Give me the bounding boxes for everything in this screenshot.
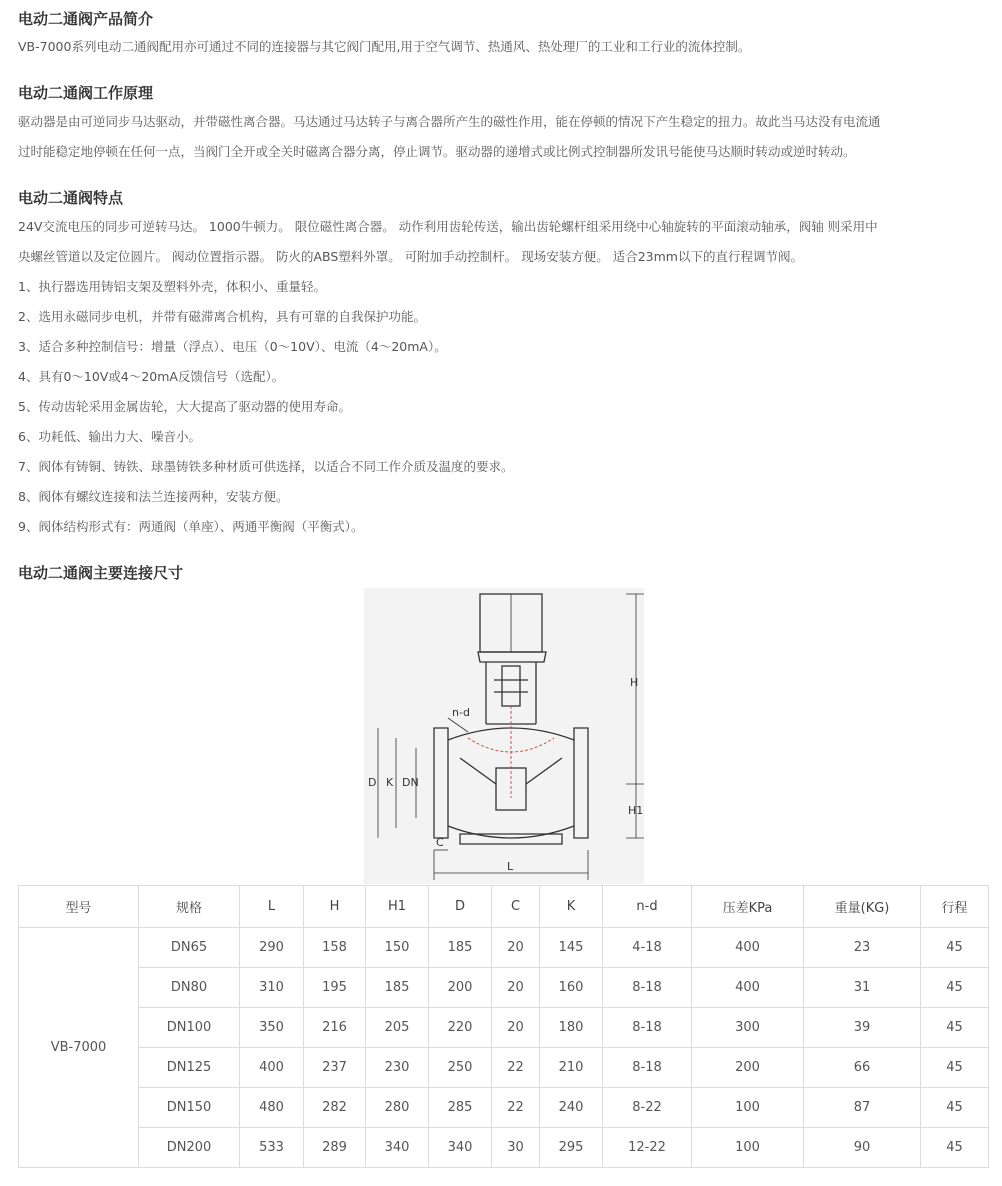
principle-title: 电动二通阀工作原理 <box>18 84 154 102</box>
table-cell: 285 <box>429 1088 492 1128</box>
table-cell: 45 <box>921 1088 989 1128</box>
valve-dimension-diagram <box>364 588 644 884</box>
table-row <box>19 1128 989 1168</box>
principle-line: 驱动器是由可逆同步马达驱动，并带磁性离合器。马达通过马达转子与离合器所产生的磁性作用，能在停顿的情况下产生稳定的扭力。故此当马达没有电流通 <box>18 114 881 129</box>
dimensions-title: 电动二通阀主要连接尺寸 <box>18 564 184 582</box>
table-cell: 8-22 <box>603 1088 692 1128</box>
table-cell: 533 <box>240 1128 304 1168</box>
table-cell: 280 <box>366 1088 429 1128</box>
table-cell: 180 <box>540 1008 603 1048</box>
table-cell: 150 <box>366 928 429 968</box>
table-cell: 12-22 <box>603 1128 692 1168</box>
table-cell: 220 <box>429 1008 492 1048</box>
features-item: 5、传动齿轮采用金属齿轮，大大提高了驱动器的使用寿命。 <box>18 399 351 414</box>
table-header-cell: L <box>240 886 304 928</box>
table-cell: 45 <box>921 928 989 968</box>
nd-leader <box>448 718 468 732</box>
table-cell: 45 <box>921 1128 989 1168</box>
table-cell: 20 <box>492 968 540 1008</box>
table-cell: DN150 <box>139 1088 240 1128</box>
table-cell: 290 <box>240 928 304 968</box>
features-item: 7、阀体有铸铜、铸铁、球墨铸铁多种材质可供选择，以适合不同工作介质及温度的要求。 <box>18 459 514 474</box>
table-cell: 90 <box>804 1128 921 1168</box>
label-nd: n-d <box>452 706 470 719</box>
table-cell: 87 <box>804 1088 921 1128</box>
table-cell: 400 <box>692 968 804 1008</box>
table-cell: DN200 <box>139 1128 240 1168</box>
table-header-cell: H1 <box>366 886 429 928</box>
table-header-cell: 规格 <box>139 886 240 928</box>
label-k: K <box>386 776 394 789</box>
table-cell: 300 <box>692 1008 804 1048</box>
label-l: L <box>507 860 514 873</box>
dimension-table <box>18 885 989 1168</box>
table-header-cell: K <box>540 886 603 928</box>
intro-title: 电动二通阀产品简介 <box>18 10 154 28</box>
table-cell: 200 <box>692 1048 804 1088</box>
model-cell: VB-7000 <box>19 928 139 1168</box>
flow-path <box>468 738 554 752</box>
table-cell: 240 <box>540 1088 603 1128</box>
table-header-cell: 行程 <box>921 886 989 928</box>
table-cell: 237 <box>304 1048 366 1088</box>
valve-drawing <box>364 588 644 884</box>
actuator-base <box>478 652 546 662</box>
table-cell: 4-18 <box>603 928 692 968</box>
features-item: 2、选用永磁同步电机，并带有磁滞离合机构，具有可靠的自我保护功能。 <box>18 309 426 324</box>
features-item: 3、适合多种控制信号：增量（浮点）、电压（0～10V）、电流（4～20mA）。 <box>18 339 447 354</box>
table-row <box>19 928 989 968</box>
table-header-cell: 型号 <box>19 886 139 928</box>
table-cell: 160 <box>540 968 603 1008</box>
table-cell: 22 <box>492 1048 540 1088</box>
table-cell: 200 <box>429 968 492 1008</box>
intro-line: VB-7000系列电动二通阀配用亦可通过不同的连接器与其它阀门配用,用于空气调节、热通风、热处理厂的工业和工行业的流体控制。 <box>18 39 751 54</box>
table-header-cell: H <box>304 886 366 928</box>
table-row <box>19 1088 989 1128</box>
table-cell: 39 <box>804 1008 921 1048</box>
table-cell: 100 <box>692 1088 804 1128</box>
table-cell: 22 <box>492 1088 540 1128</box>
label-h: H <box>630 676 639 689</box>
table-cell: DN125 <box>139 1048 240 1088</box>
principle-line: 过时能稳定地停顿在任何一点，当阀门全开或全关时磁离合器分离，停止调节。驱动器的递增式或比例式控制器所发讯号能使马达顺时转动或逆时转动。 <box>18 144 856 159</box>
table-cell: DN100 <box>139 1008 240 1048</box>
table-cell: 30 <box>492 1128 540 1168</box>
label-h1: H1 <box>628 804 644 817</box>
label-c: C <box>436 836 444 849</box>
table-cell: 45 <box>921 1048 989 1088</box>
right-flange <box>574 728 588 838</box>
table-cell: 8-18 <box>603 1048 692 1088</box>
table-cell: 230 <box>366 1048 429 1088</box>
table-cell: 145 <box>540 928 603 968</box>
stem-coupling <box>502 666 520 706</box>
table-cell: 23 <box>804 928 921 968</box>
table-cell: 295 <box>540 1128 603 1168</box>
table-cell: 8-18 <box>603 1008 692 1048</box>
table-cell: 216 <box>304 1008 366 1048</box>
table-cell: DN80 <box>139 968 240 1008</box>
table-header-row <box>19 886 989 928</box>
table-cell: 340 <box>366 1128 429 1168</box>
table-cell: 480 <box>240 1088 304 1128</box>
table-cell: 45 <box>921 968 989 1008</box>
table-cell: 185 <box>429 928 492 968</box>
table-cell: 45 <box>921 1008 989 1048</box>
features-title: 电动二通阀特点 <box>18 189 124 207</box>
intro-text <box>18 32 988 62</box>
features-item: 1、执行器选用铸铝支架及塑料外壳，体积小、重量轻。 <box>18 279 326 294</box>
features-item: 8、阀体有螺纹连接和法兰连接两种，安装方便。 <box>18 489 289 504</box>
features-list <box>18 212 988 542</box>
table-cell: 250 <box>429 1048 492 1088</box>
table-cell: 350 <box>240 1008 304 1048</box>
features-line: 24V交流电压的同步可逆转马达。 1000牛顿力。 限位磁性离合器。 动作利用齿轮传送，输出齿轮螺杆组采用绕中心轴旋转的平面滚动轴承，阀轴 则采用中 <box>18 219 878 234</box>
table-header-cell: C <box>492 886 540 928</box>
table-header-cell: 压差KPa <box>692 886 804 928</box>
table-cell: 158 <box>304 928 366 968</box>
table-cell: 282 <box>304 1088 366 1128</box>
table-row <box>19 1008 989 1048</box>
table-cell: 31 <box>804 968 921 1008</box>
table-header-cell: D <box>429 886 492 928</box>
left-flange <box>434 728 448 838</box>
features-item: 9、阀体结构形式有：两通阀（单座）、两通平衡阀（平衡式）。 <box>18 519 364 534</box>
table-header-cell: n-d <box>603 886 692 928</box>
table-cell: 340 <box>429 1128 492 1168</box>
table-cell: 195 <box>304 968 366 1008</box>
table-cell: 20 <box>492 1008 540 1048</box>
table-cell: 66 <box>804 1048 921 1088</box>
table-cell: 289 <box>304 1128 366 1168</box>
features-item: 6、功耗低、输出力大、噪音小。 <box>18 429 201 444</box>
table-cell: 20 <box>492 928 540 968</box>
table-row <box>19 968 989 1008</box>
table-header-cell: 重量(KG) <box>804 886 921 928</box>
valve-bottom <box>460 834 562 844</box>
label-dn: DN <box>402 776 419 789</box>
features-item: 4、具有0～10V或4～20mA反馈信号（选配）。 <box>18 369 285 384</box>
label-d: D <box>368 776 377 789</box>
table-cell: 310 <box>240 968 304 1008</box>
table-cell: 8-18 <box>603 968 692 1008</box>
table-cell: 100 <box>692 1128 804 1168</box>
principle-text <box>18 107 988 167</box>
table-cell: 400 <box>692 928 804 968</box>
table-cell: 205 <box>366 1008 429 1048</box>
table-cell: 400 <box>240 1048 304 1088</box>
table-row <box>19 1048 989 1088</box>
table-cell: DN65 <box>139 928 240 968</box>
table-cell: 185 <box>366 968 429 1008</box>
features-line: 央螺丝管道以及定位圆片。 阀动位置指示器。 防火的ABS塑料外罩。 可附加手动控制杆。 现场安装方便。 适合23mm以下的直行程调节阀。 <box>18 249 803 264</box>
table-cell: 210 <box>540 1048 603 1088</box>
